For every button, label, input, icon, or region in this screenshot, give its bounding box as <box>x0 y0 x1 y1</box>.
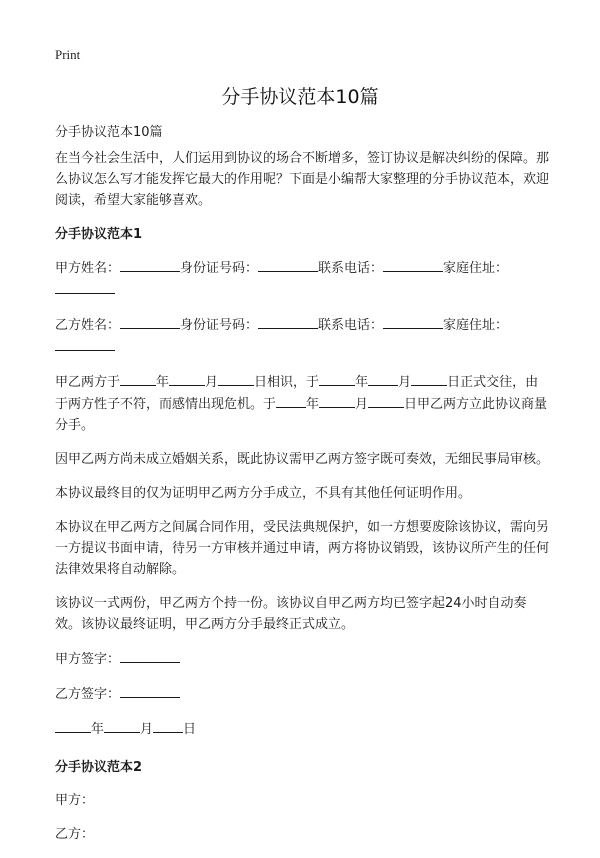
blank-field <box>120 683 180 698</box>
document-body <box>55 148 550 858</box>
month-text: 月 <box>355 397 369 412</box>
sample2-party-a-line: 甲方： <box>55 793 95 808</box>
signature-date-line <box>55 718 550 740</box>
blank-field <box>276 393 306 408</box>
party-b-address-label: 家庭住址： <box>443 318 509 333</box>
party-a-id-label: 身份证号码： <box>180 261 259 276</box>
day-dated-text: 日正式交往，由于两方性子不符，而感情出现危机。于 <box>55 375 539 412</box>
party-b-name-label: 乙方姓名： <box>55 318 121 333</box>
sample2-heading: 分手协议范本2 <box>55 760 143 775</box>
party-b-signature-line <box>55 683 550 705</box>
blank-field <box>368 371 398 386</box>
blank-field <box>169 371 205 386</box>
clause-paragraph: 本协议最终目的仅为证明甲乙两方分手成立，不具有其他任何证明作用。 <box>55 486 472 501</box>
dates-text: 甲乙两方于 <box>55 375 121 390</box>
party-a-signature-label: 甲方签字： <box>55 652 121 667</box>
year-text: 年 <box>355 375 369 390</box>
party-a-name-label: 甲方姓名： <box>55 261 121 276</box>
blank-field <box>153 718 183 733</box>
blank-field <box>383 257 443 272</box>
print-link[interactable]: Print <box>55 47 81 62</box>
party-a-info-line <box>55 257 550 301</box>
page-title: 分手协议范本10篇 <box>221 86 379 108</box>
year-text: 年 <box>91 722 105 737</box>
blank-field <box>120 314 180 329</box>
blank-field <box>319 393 355 408</box>
year-text: 年 <box>156 375 170 390</box>
sample1-heading: 分手协议范本1 <box>55 227 143 242</box>
intro-paragraph: 在当今社会生活中，人们运用到协议的场合不断增多，签订协议是解决纠纷的保障。那么协议怎么写才能发挥它最大的作用呢？下面是小编帮大家整理的分手协议范本，欢迎阅读，希望大家能够喜欢。 <box>55 151 550 208</box>
blank-field <box>120 257 180 272</box>
blank-field <box>120 371 156 386</box>
blank-field <box>383 314 443 329</box>
document-subtitle: 分手协议范本10篇 <box>55 125 163 140</box>
clause-paragraph: 因甲乙两方尚未成立婚姻关系，既此协议需甲乙两方签字既可奏效，无细民事局审核。 <box>55 452 550 467</box>
blank-field <box>218 371 254 386</box>
blank-field <box>55 336 115 351</box>
party-b-phone-label: 联系电话： <box>318 318 384 333</box>
sample2-party-b-line: 乙方： <box>55 827 95 842</box>
party-b-signature-label: 乙方签字： <box>55 687 121 702</box>
blank-field <box>55 718 91 733</box>
party-a-signature-line <box>55 648 550 670</box>
blank-field <box>258 257 318 272</box>
party-a-address-label: 家庭住址： <box>443 261 509 276</box>
dates-paragraph <box>55 371 550 436</box>
blank-field <box>368 393 404 408</box>
party-b-info-line <box>55 314 550 358</box>
party-b-id-label: 身份证号码： <box>180 318 259 333</box>
party-a-phone-label: 联系电话： <box>318 261 384 276</box>
blank-field <box>411 371 447 386</box>
day-text: 日 <box>183 722 197 737</box>
day-met-text: 日相识，于 <box>254 375 320 390</box>
blank-field <box>319 371 355 386</box>
day-agree-text: 日甲乙两方立此协议商量分手。 <box>55 397 548 433</box>
blank-field <box>55 279 115 294</box>
clause-paragraph: 该协议一式两份，甲乙两方个持一份。该协议自甲乙两方均已签字起24小时自动奏效。该协议最终证明，甲乙两方分手最终正式成立。 <box>55 596 527 632</box>
month-text: 月 <box>398 375 412 390</box>
month-text: 月 <box>205 375 219 390</box>
year-text: 年 <box>306 397 320 412</box>
blank-field <box>258 314 318 329</box>
month-text: 月 <box>140 722 154 737</box>
clause-paragraph: 本协议在甲乙两方之间属合同作用，受民法典规保护，如一方想要废除该协议，需向另一方提议书面申请，待另一方审核并通过申请，两方将协议销毁，该协议所产生的任何法律效果将自动解除。 <box>55 520 550 577</box>
blank-field <box>120 648 180 663</box>
blank-field <box>104 718 140 733</box>
